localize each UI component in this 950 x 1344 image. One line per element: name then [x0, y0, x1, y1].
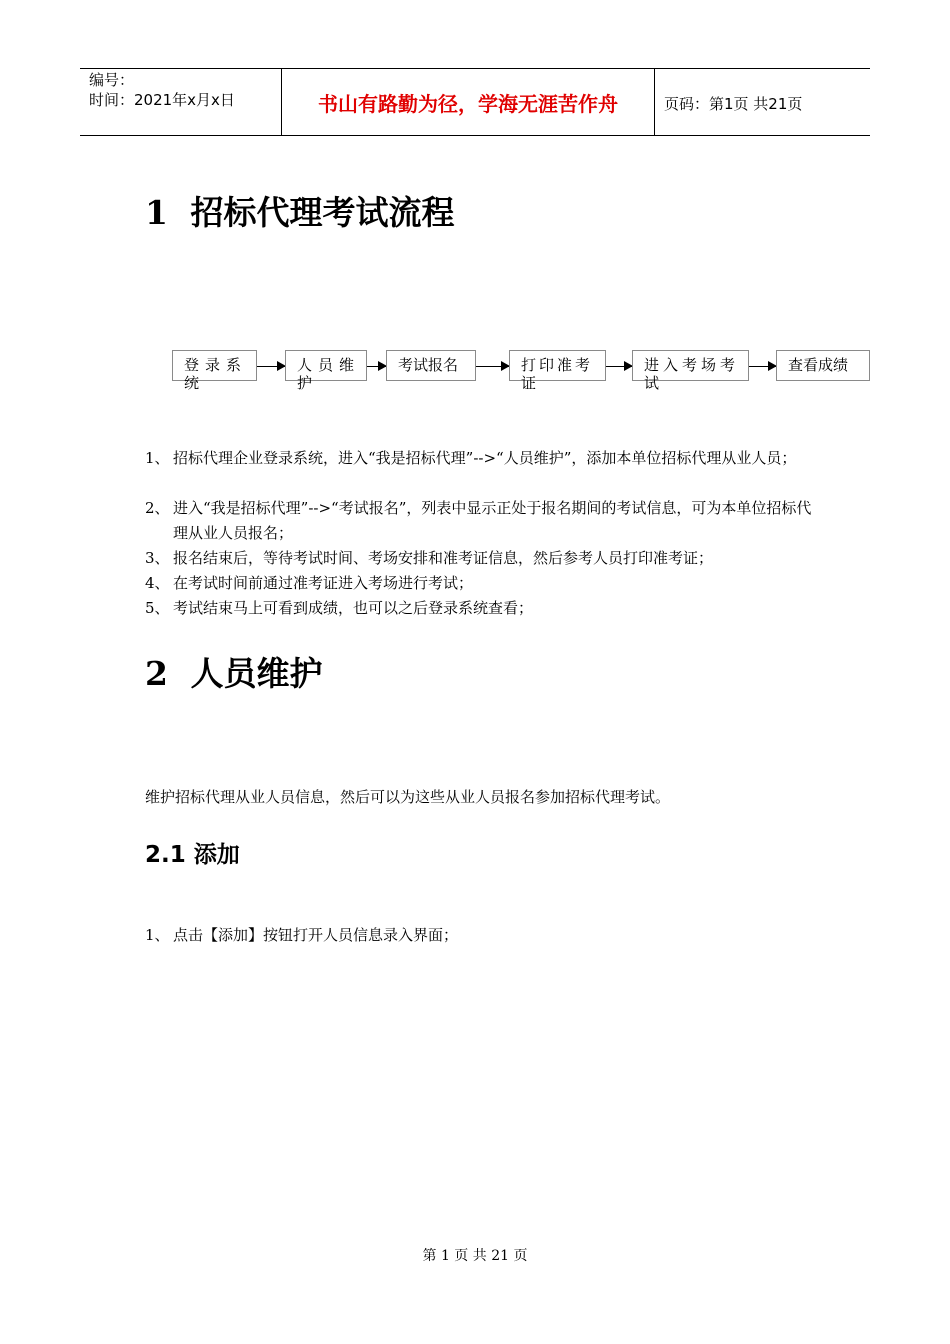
list-item: 4、 在考试时间前通过准考证进入考场进行考试； — [145, 574, 474, 592]
section-title: 人员维护 — [190, 654, 323, 693]
subsection-number: 2.1 — [145, 842, 186, 868]
header-motto: 书山有路勤为径，学海无涯苦作舟 — [318, 92, 618, 116]
flow-step-enter-exam: 进入考场考试 — [632, 350, 749, 381]
list-item: 1、 招标代理企业登录系统，进入“我是招标代理”-->“人员维护”，添加本单位招标代理从业人员； — [145, 449, 797, 467]
flow-arrow — [476, 366, 509, 367]
section-number: 2 — [145, 654, 168, 693]
section-title: 招标代理考试流程 — [190, 193, 455, 232]
flow-arrow — [749, 366, 776, 367]
flow-step-registration: 考试报名 — [386, 350, 476, 381]
list-item: 3、 报名结束后，等待考试时间、考场安排和准考证信息，然后参考人员打印准考证； — [145, 549, 714, 567]
list-item: 1、 点击【添加】按钮打开人员信息录入界面； — [145, 926, 459, 944]
flow-step-login: 登录系统 — [172, 350, 257, 381]
flow-arrow — [606, 366, 632, 367]
section-1-heading — [145, 193, 455, 233]
header-page-label: 页码：第1页 共21页 — [664, 95, 803, 113]
flow-step-print-ticket: 打印准考证 — [509, 350, 606, 381]
document-date-label: 时间：2021年x月x日 — [89, 91, 235, 109]
header-bottom-rule — [80, 135, 870, 136]
list-item: 2、 进入“我是招标代理”-->“考试报名”，列表中显示正处于报名期间的考试信息，可为本单位招标代理从业人员报名； — [145, 499, 812, 542]
section-2-heading — [145, 654, 323, 694]
subsection-2-1-heading — [145, 840, 240, 870]
list-item: 5、 考试结束马上可看到成绩，也可以之后登录系统查看； — [145, 599, 534, 617]
flow-step-view-scores: 查看成绩 — [776, 350, 870, 381]
section-2-intro: 维护招标代理从业人员信息，然后可以为这些从业人员报名参加招标代理考试。 — [145, 788, 671, 806]
header-top-rule — [80, 68, 870, 69]
header-divider-right — [654, 68, 655, 136]
page-footer: 第 1 页 共 21 页 — [422, 1248, 528, 1264]
flow-step-personnel: 人员维护 — [285, 350, 367, 381]
subsection-title: 添加 — [193, 842, 240, 868]
flow-arrow — [367, 366, 386, 367]
section-number: 1 — [145, 193, 168, 232]
document-number-label: 编号： — [89, 71, 135, 89]
flow-arrow — [257, 366, 285, 367]
